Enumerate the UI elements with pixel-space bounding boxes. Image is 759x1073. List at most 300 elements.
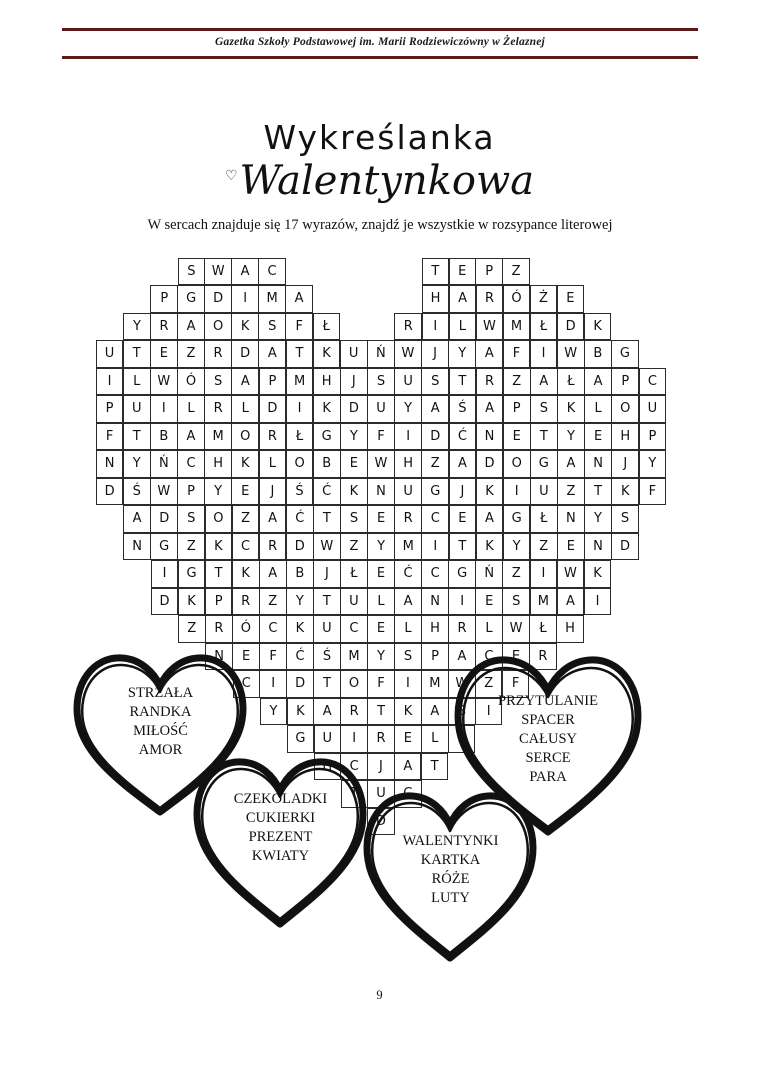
grid-cell: A <box>421 395 449 423</box>
grid-cell: F <box>639 478 667 506</box>
grid-cell: S <box>258 313 286 341</box>
grid-cell: R <box>476 285 504 313</box>
grid-cell-empty <box>584 286 611 314</box>
grid-row <box>96 258 666 286</box>
grid-cell-empty <box>151 616 178 644</box>
grid-cell: G <box>150 533 178 561</box>
grid-cell: D <box>231 340 259 368</box>
grid-cell: O <box>204 313 232 341</box>
answer-word: LUTY <box>431 890 470 906</box>
heart-icon: ♡ <box>224 168 238 184</box>
grid-cell: H <box>611 423 639 451</box>
grid-cell: H <box>421 615 449 643</box>
grid-cell-empty <box>639 588 666 616</box>
grid-cell: Ł <box>340 560 368 588</box>
grid-cell: D <box>557 313 585 341</box>
grid-cell: P <box>177 478 205 506</box>
puzzle-title-line2-text: Walentynkowa <box>239 158 535 204</box>
grid-cell-empty <box>638 616 665 644</box>
grid-cell: L <box>394 615 422 643</box>
grid-cell: W <box>557 340 585 368</box>
grid-cell-empty <box>584 616 611 644</box>
grid-cell: W <box>204 258 231 286</box>
grid-cell: I <box>422 313 450 341</box>
grid-cell: S <box>502 588 530 616</box>
grid-cell-empty <box>367 313 394 341</box>
grid-cell: F <box>259 643 287 671</box>
grid-cell-empty <box>639 313 666 341</box>
grid-cell: A <box>530 368 558 396</box>
answer-heart-1-words <box>68 684 253 760</box>
answer-word: SERCE <box>525 750 571 766</box>
grid-cell: T <box>313 588 341 616</box>
grid-cell: P <box>475 258 502 286</box>
grid-cell: M <box>204 423 232 451</box>
grid-cell: L <box>259 450 287 478</box>
grid-cell-empty <box>395 258 422 286</box>
grid-cell: R <box>205 615 233 643</box>
answer-word: PARA <box>529 769 567 785</box>
grid-cell: K <box>232 560 260 588</box>
grid-cell: D <box>367 808 394 836</box>
grid-cell: E <box>557 285 585 313</box>
grid-cell-empty <box>123 588 150 616</box>
grid-cell: Ś <box>313 643 341 671</box>
grid-cell: Z <box>178 615 206 643</box>
grid-cell: P <box>259 368 287 396</box>
grid-cell: D <box>286 670 314 698</box>
grid-cell-empty <box>395 286 422 314</box>
grid-cell: C <box>258 258 285 286</box>
grid-cell: G <box>503 505 531 533</box>
answer-word: CZEKOLADKI <box>233 791 328 807</box>
grid-cell-empty <box>639 341 667 369</box>
grid-cell: L <box>475 615 503 643</box>
grid-cell: T <box>123 340 151 368</box>
grid-cell: N <box>557 505 585 533</box>
grid-cell: U <box>313 615 341 643</box>
grid-cell: Ń <box>367 340 395 368</box>
grid-cell: U <box>314 725 341 753</box>
grid-cell: W <box>476 313 504 341</box>
masthead-title: Gazetka Szkoły Podstawowej im. Marii Rodziewiczówny w Żelaznej <box>215 36 545 48</box>
answer-word: PRZYTULANIE <box>498 693 598 709</box>
grid-cell: P <box>150 285 178 313</box>
grid-cell: L <box>449 313 477 341</box>
grid-cell: R <box>204 395 232 423</box>
grid-cell: A <box>231 258 258 286</box>
grid-cell: E <box>367 615 395 643</box>
grid-cell: B <box>584 340 612 368</box>
grid-cell-empty <box>611 588 638 616</box>
grid-cell: I <box>530 560 558 588</box>
grid-cell: E <box>502 643 530 671</box>
grid-cell-empty <box>557 258 584 286</box>
grid-cell: E <box>503 423 531 451</box>
grid-cell: K <box>557 395 585 423</box>
grid-cell: G <box>611 340 639 368</box>
grid-cell: I <box>96 368 124 396</box>
grid-cell: R <box>259 423 287 451</box>
grid-cell: K <box>178 588 206 616</box>
grid-cell: T <box>421 753 448 781</box>
grid-cell: Y <box>123 313 151 341</box>
grid-cell: I <box>530 340 558 368</box>
grid-cell: P <box>611 368 639 396</box>
grid-cell: K <box>476 478 504 506</box>
grid-cell: R <box>204 340 232 368</box>
grid-cell: G <box>448 560 476 588</box>
grid-cell: D <box>204 285 232 313</box>
grid-cell: E <box>232 643 260 671</box>
answer-heart-2-words <box>188 790 373 866</box>
grid-cell: Ł <box>530 505 558 533</box>
grid-cell: E <box>150 340 178 368</box>
grid-cell: O <box>503 450 531 478</box>
grid-cell-empty <box>367 286 394 314</box>
grid-cell-empty <box>260 726 287 754</box>
grid-row <box>96 286 666 314</box>
answer-word: RÓŻE <box>431 871 470 887</box>
grid-cell: Ł <box>286 423 314 451</box>
grid-cell: Y <box>340 423 368 451</box>
grid-cell: Y <box>204 478 232 506</box>
grid-cell: H <box>394 450 422 478</box>
grid-cell: U <box>340 340 368 368</box>
grid-cell: I <box>394 423 422 451</box>
grid-cell: S <box>340 505 368 533</box>
grid-cell: Z <box>530 533 558 561</box>
grid-cell: I <box>259 670 287 698</box>
grid-cell: U <box>367 395 395 423</box>
grid-cell: A <box>123 505 151 533</box>
grid-cell: K <box>205 533 233 561</box>
grid-cell: K <box>286 615 314 643</box>
puzzle-title-line1: Wykreślanka <box>263 118 496 157</box>
grid-cell: A <box>584 368 612 396</box>
grid-cell: Ó <box>177 368 205 396</box>
grid-cell: B <box>448 698 476 726</box>
answer-heart-2 <box>188 752 373 932</box>
answer-word: SPACER <box>521 712 575 728</box>
grid-cell: C <box>421 560 449 588</box>
grid-cell: M <box>394 533 422 561</box>
grid-row <box>96 313 666 341</box>
grid-cell: Ć <box>449 423 477 451</box>
grid-cell: A <box>259 560 287 588</box>
grid-cell: N <box>367 478 395 506</box>
grid-cell: L <box>177 395 205 423</box>
grid-cell: T <box>123 423 151 451</box>
grid-cell: W <box>502 615 530 643</box>
grid-cell-empty <box>367 258 394 286</box>
grid-cell: N <box>205 643 233 671</box>
grid-cell: Ś <box>123 478 151 506</box>
grid-cell: C <box>177 450 205 478</box>
grid-cell: T <box>449 533 477 561</box>
grid-cell: U <box>530 478 558 506</box>
grid-cell: E <box>367 560 395 588</box>
grid-cell: O <box>611 395 639 423</box>
grid-cell: T <box>530 423 558 451</box>
grid-cell: C <box>394 780 421 808</box>
grid-cell: T <box>367 698 395 726</box>
grid-cell: T <box>286 340 314 368</box>
grid-cell: Y <box>260 698 288 726</box>
grid-cell: L <box>123 368 151 396</box>
grid-cell-empty <box>340 258 367 286</box>
grid-cell: E <box>449 258 476 286</box>
grid-cell-empty <box>285 258 312 286</box>
grid-cell: E <box>475 588 503 616</box>
grid-cell: Ń <box>150 450 178 478</box>
grid-cell: D <box>259 395 287 423</box>
grid-cell: Z <box>177 533 205 561</box>
grid-cell: Z <box>475 670 503 698</box>
grid-cell: Ć <box>286 505 314 533</box>
grid-cell: N <box>476 423 504 451</box>
grid-cell: O <box>231 423 259 451</box>
grid-cell: A <box>421 698 449 726</box>
grid-cell: A <box>285 285 313 313</box>
grid-cell: S <box>394 643 422 671</box>
grid-cell: I <box>150 395 178 423</box>
grid-cell: H <box>314 753 341 781</box>
grid-cell: A <box>476 505 504 533</box>
grid-cell-empty <box>123 258 150 286</box>
grid-cell: T <box>422 258 449 286</box>
grid-cell: M <box>530 588 558 616</box>
grid-cell: I <box>448 588 476 616</box>
grid-cell: C <box>340 753 367 781</box>
grid-cell: K <box>313 395 341 423</box>
grid-cell: M <box>286 368 314 396</box>
grid-cell-empty <box>639 286 666 314</box>
answer-word: KARTKA <box>420 852 481 868</box>
grid-row <box>96 423 666 451</box>
grid-cell: M <box>258 285 286 313</box>
puzzle-title-line2 <box>0 158 759 204</box>
grid-row <box>96 478 666 506</box>
grid-cell: T <box>341 780 368 808</box>
grid-cell: S <box>177 505 205 533</box>
grid-cell: S <box>367 368 395 396</box>
grid-cell: A <box>177 423 205 451</box>
grid-cell: A <box>231 368 259 396</box>
grid-cell: A <box>177 313 205 341</box>
grid-cell: N <box>584 533 612 561</box>
grid-cell: Z <box>502 560 530 588</box>
grid-cell: Z <box>557 478 585 506</box>
grid-cell: C <box>233 670 261 698</box>
grid-cell: F <box>367 423 395 451</box>
answer-word: CAŁUSY <box>518 731 577 747</box>
grid-cell: D <box>286 533 314 561</box>
answer-heart-4 <box>448 650 648 840</box>
grid-cell: H <box>422 285 450 313</box>
grid-cell: Y <box>286 588 314 616</box>
grid-cell: N <box>123 533 151 561</box>
grid-cell: J <box>449 478 477 506</box>
grid-cell: C <box>475 643 503 671</box>
grid-cell: Y <box>503 533 531 561</box>
grid-cell: Ó <box>503 285 531 313</box>
grid-cell: Z <box>502 258 529 286</box>
grid-cell: A <box>394 588 422 616</box>
grid-cell: R <box>476 368 504 396</box>
grid-cell: Z <box>259 588 287 616</box>
grid-cell: C <box>421 505 449 533</box>
grid-cell-empty <box>123 616 150 644</box>
grid-cell: T <box>584 478 612 506</box>
grid-cell: C <box>259 615 287 643</box>
header-rule-bottom <box>62 56 698 59</box>
grid-cell: C <box>232 533 260 561</box>
grid-cell: F <box>367 670 395 698</box>
grid-cell: I <box>584 588 612 616</box>
grid-cell: A <box>259 505 287 533</box>
grid-cell: R <box>367 725 394 753</box>
page-number: 9 <box>376 988 383 1002</box>
page-header <box>62 28 698 59</box>
grid-cell: A <box>313 698 341 726</box>
grid-cell: R <box>394 313 422 341</box>
grid-cell: Ł <box>530 313 558 341</box>
grid-cell-empty <box>96 616 123 644</box>
grid-cell-empty <box>96 286 123 314</box>
grid-cell: Ł <box>557 368 585 396</box>
grid-cell: A <box>448 643 476 671</box>
grid-cell: U <box>96 340 124 368</box>
grid-cell: H <box>204 450 232 478</box>
grid-cell: D <box>476 450 504 478</box>
grid-cell: R <box>394 505 422 533</box>
grid-cell: Y <box>584 505 612 533</box>
grid-cell: Ł <box>529 615 557 643</box>
grid-cell: B <box>286 560 314 588</box>
grid-cell: F <box>502 670 530 698</box>
grid-cell: I <box>394 670 422 698</box>
grid-cell: I <box>421 533 449 561</box>
grid-cell: L <box>421 725 448 753</box>
grid-cell: K <box>340 478 368 506</box>
grid-cell-empty <box>611 286 638 314</box>
grid-cell-empty <box>611 561 638 589</box>
grid-cell: Ć <box>313 478 341 506</box>
grid-cell-empty <box>611 258 638 286</box>
grid-cell: U <box>340 588 368 616</box>
grid-cell-empty <box>639 561 666 589</box>
grid-row <box>96 561 666 589</box>
grid-cell: T <box>449 368 477 396</box>
grid-cell: W <box>557 560 585 588</box>
grid-cell: W <box>150 368 178 396</box>
grid-cell: K <box>476 533 504 561</box>
grid-cell: F <box>96 423 124 451</box>
grid-cell: K <box>584 560 612 588</box>
grid-cell: K <box>394 698 422 726</box>
answer-word: RANDKA <box>129 704 192 720</box>
grid-cell-empty <box>151 258 178 286</box>
grid-cell: E <box>584 423 612 451</box>
grid-cell: E <box>557 533 585 561</box>
grid-cell: J <box>313 560 341 588</box>
grid-cell: R <box>340 698 368 726</box>
grid-cell: I <box>340 725 367 753</box>
grid-cell: R <box>448 615 476 643</box>
puzzle-instructions: W sercach znajduje się 17 wyrazów, znajdź je wszystkie w rozsypance literowej <box>147 217 613 233</box>
grid-cell: J <box>367 753 394 781</box>
grid-cell: U <box>123 395 151 423</box>
answer-heart-3-words <box>358 832 543 908</box>
grid-cell: A <box>449 285 477 313</box>
grid-cell: A <box>394 753 421 781</box>
grid-cell: E <box>367 505 395 533</box>
grid-cell: O <box>286 450 314 478</box>
grid-cell: M <box>503 313 531 341</box>
grid-cell: D <box>340 395 368 423</box>
grid-cell: R <box>150 313 178 341</box>
grid-row <box>96 506 666 534</box>
grid-cell-empty <box>530 258 557 286</box>
grid-cell: L <box>584 395 612 423</box>
grid-cell: W <box>448 670 476 698</box>
grid-cell: G <box>287 725 314 753</box>
grid-cell-empty <box>340 313 367 341</box>
grid-cell: I <box>231 285 259 313</box>
grid-cell-empty <box>96 313 123 341</box>
grid-cell: E <box>340 450 368 478</box>
grid-cell: Y <box>448 340 476 368</box>
grid-cell: I <box>286 395 314 423</box>
grid-cell: K <box>584 313 612 341</box>
grid-cell: A <box>557 450 585 478</box>
grid-cell: P <box>421 643 449 671</box>
grid-row <box>96 616 666 644</box>
grid-cell: T <box>313 505 341 533</box>
grid-cell: Y <box>394 395 422 423</box>
grid-cell: O <box>340 670 368 698</box>
grid-cell: S <box>204 368 232 396</box>
grid-cell: W <box>367 450 395 478</box>
grid-cell: J <box>259 478 287 506</box>
grid-cell: S <box>611 505 639 533</box>
grid-cell: R <box>259 533 287 561</box>
grid-row <box>96 341 666 369</box>
grid-cell: Ż <box>530 285 558 313</box>
grid-row <box>96 396 666 424</box>
grid-cell: G <box>178 560 206 588</box>
grid-cell: K <box>611 478 639 506</box>
grid-cell: Y <box>367 533 395 561</box>
grid-cell: P <box>503 395 531 423</box>
grid-cell: G <box>177 285 205 313</box>
grid-cell: Z <box>503 368 531 396</box>
grid-cell: Ś <box>449 395 477 423</box>
grid-cell: A <box>476 395 504 423</box>
grid-cell: P <box>96 395 124 423</box>
grid-row <box>96 368 666 396</box>
grid-cell: W <box>313 533 341 561</box>
grid-cell: N <box>421 588 449 616</box>
grid-cell-empty <box>584 258 611 286</box>
grid-cell-empty <box>340 286 367 314</box>
answer-word: AMOR <box>138 742 183 758</box>
grid-cell: D <box>151 588 179 616</box>
grid-cell: E <box>394 725 421 753</box>
answer-heart-4-words <box>448 692 648 787</box>
grid-cell: F <box>285 313 313 341</box>
